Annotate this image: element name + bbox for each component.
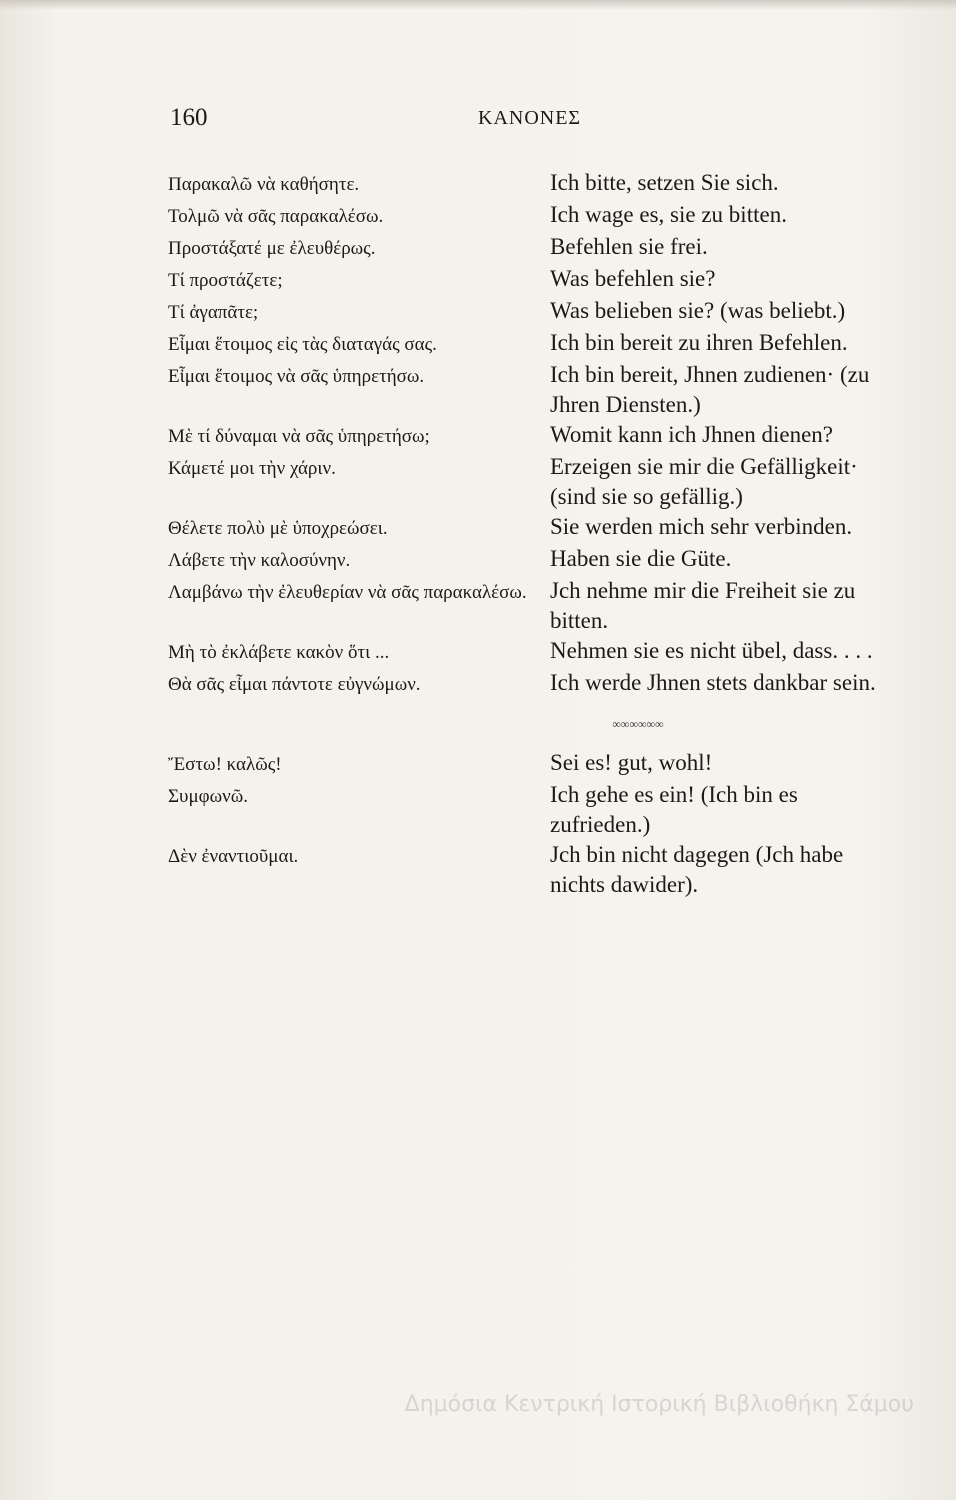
phrase-row	[168, 232, 908, 264]
greek-phrase: Προστάξατέ με ἐλευθέρως.	[168, 238, 376, 259]
german-phrase: Was befehlen sie?	[550, 266, 716, 291]
page-number: 160	[170, 104, 208, 131]
phrase-table	[168, 168, 908, 900]
greek-phrase: Λαμβάνω τὴν ἐλευθερίαν νὰ σᾶς παρακαλέσω.	[168, 582, 527, 603]
phrase-row	[168, 452, 908, 512]
phrase-row	[168, 840, 908, 900]
greek-phrase: Θέλετε πολὺ μὲ ὑποχρεώσει.	[168, 518, 388, 539]
greek-phrase: Τολμῶ νὰ σᾶς παρακαλέσω.	[168, 206, 384, 227]
greek-phrase: Λάβετε τὴν καλοσύνην.	[168, 550, 351, 571]
german-phrase: Sei es! gut, wohl!	[550, 750, 713, 775]
phrase-row	[168, 636, 908, 668]
phrase-row	[168, 168, 908, 200]
phrase-row	[168, 780, 908, 840]
phrase-row	[168, 264, 908, 296]
phrase-row	[168, 748, 908, 780]
phrase-row	[168, 668, 908, 700]
german-phrase: Ich gehe es ein! (Ich bin es zufrieden.)	[550, 782, 798, 837]
phrase-row	[168, 296, 908, 328]
german-phrase: Nehmen sie es nicht übel, dass. . . .	[550, 638, 873, 663]
german-phrase: Ich wage es, sie zu bitten.	[550, 202, 787, 227]
phrase-row	[168, 328, 908, 360]
phrase-row	[168, 360, 908, 420]
section-ornament	[368, 700, 908, 748]
phrase-row	[168, 576, 908, 636]
german-phrase: Jch nehme mir die Freiheit sie zu bitten.	[550, 578, 856, 633]
german-phrase: Ich werde Jhnen stets dankbar sein.	[550, 670, 876, 695]
greek-phrase: Κάμετέ μοι τὴν χάριν.	[168, 458, 336, 479]
german-phrase: Was belieben sie? (was beliebt.)	[550, 298, 846, 323]
german-phrase: Haben sie die Güte.	[550, 546, 732, 571]
german-phrase: Ich bitte, setzen Sie sich.	[550, 170, 779, 195]
german-phrase: Womit kann ich Jhnen dienen?	[550, 422, 834, 447]
phrase-row	[168, 200, 908, 232]
greek-phrase: Τί προστάζετε;	[168, 270, 283, 291]
german-phrase: Erzeigen sie mir die Gefälligkeit· (sind sie so gefällig.)	[550, 454, 858, 509]
greek-phrase: Παρακαλῶ νὰ καθήσητε.	[168, 174, 360, 195]
greek-phrase: Θὰ σᾶς εἶμαι πάντοτε εὐγνώμων.	[168, 674, 421, 695]
greek-phrase: Συμφωνῶ.	[168, 786, 248, 807]
page-edge-shadow	[0, 0, 956, 10]
running-head: ΚΑΝΟΝΕΣ	[478, 107, 582, 129]
greek-phrase: Δὲν ἐναντιοῦμαι.	[168, 846, 299, 867]
german-phrase: Ich bin bereit, Jhnen zudienen· (zu Jhren Diensten.)	[550, 362, 870, 417]
german-phrase: Jch bin nicht dagegen (Jch habe nichts dawider).	[550, 842, 844, 897]
german-phrase: Sie werden mich sehr verbinden.	[550, 514, 853, 539]
ornament-rule: ∞∞∞∞∞∞	[612, 716, 664, 731]
german-phrase: Befehlen sie frei.	[550, 234, 708, 259]
phrase-row	[168, 512, 908, 544]
greek-phrase: Τί ἀγαπᾶτε;	[168, 302, 259, 323]
greek-phrase: Μὴ τὸ ἐκλάβετε κακὸν ὅτι ...	[168, 642, 390, 663]
page-header	[0, 104, 956, 144]
greek-phrase: Μὲ τί δύναμαι νὰ σᾶς ὑπηρετήσω;	[168, 426, 430, 447]
library-watermark: Δημόσια Κεντρική Ιστορική Βιβλιοθήκη Σάμου	[404, 1392, 914, 1417]
greek-phrase: Ἔστω! καλῶς!	[168, 754, 282, 775]
greek-phrase: Εἶμαι ἕτοιμος εἰς τὰς διαταγάς σας.	[168, 334, 437, 355]
greek-phrase: Εἶμαι ἕτοιμος νὰ σᾶς ὑπηρετήσω.	[168, 366, 425, 387]
german-phrase: Ich bin bereit zu ihren Befehlen.	[550, 330, 848, 355]
phrase-row	[168, 544, 908, 576]
phrase-row	[168, 420, 908, 452]
